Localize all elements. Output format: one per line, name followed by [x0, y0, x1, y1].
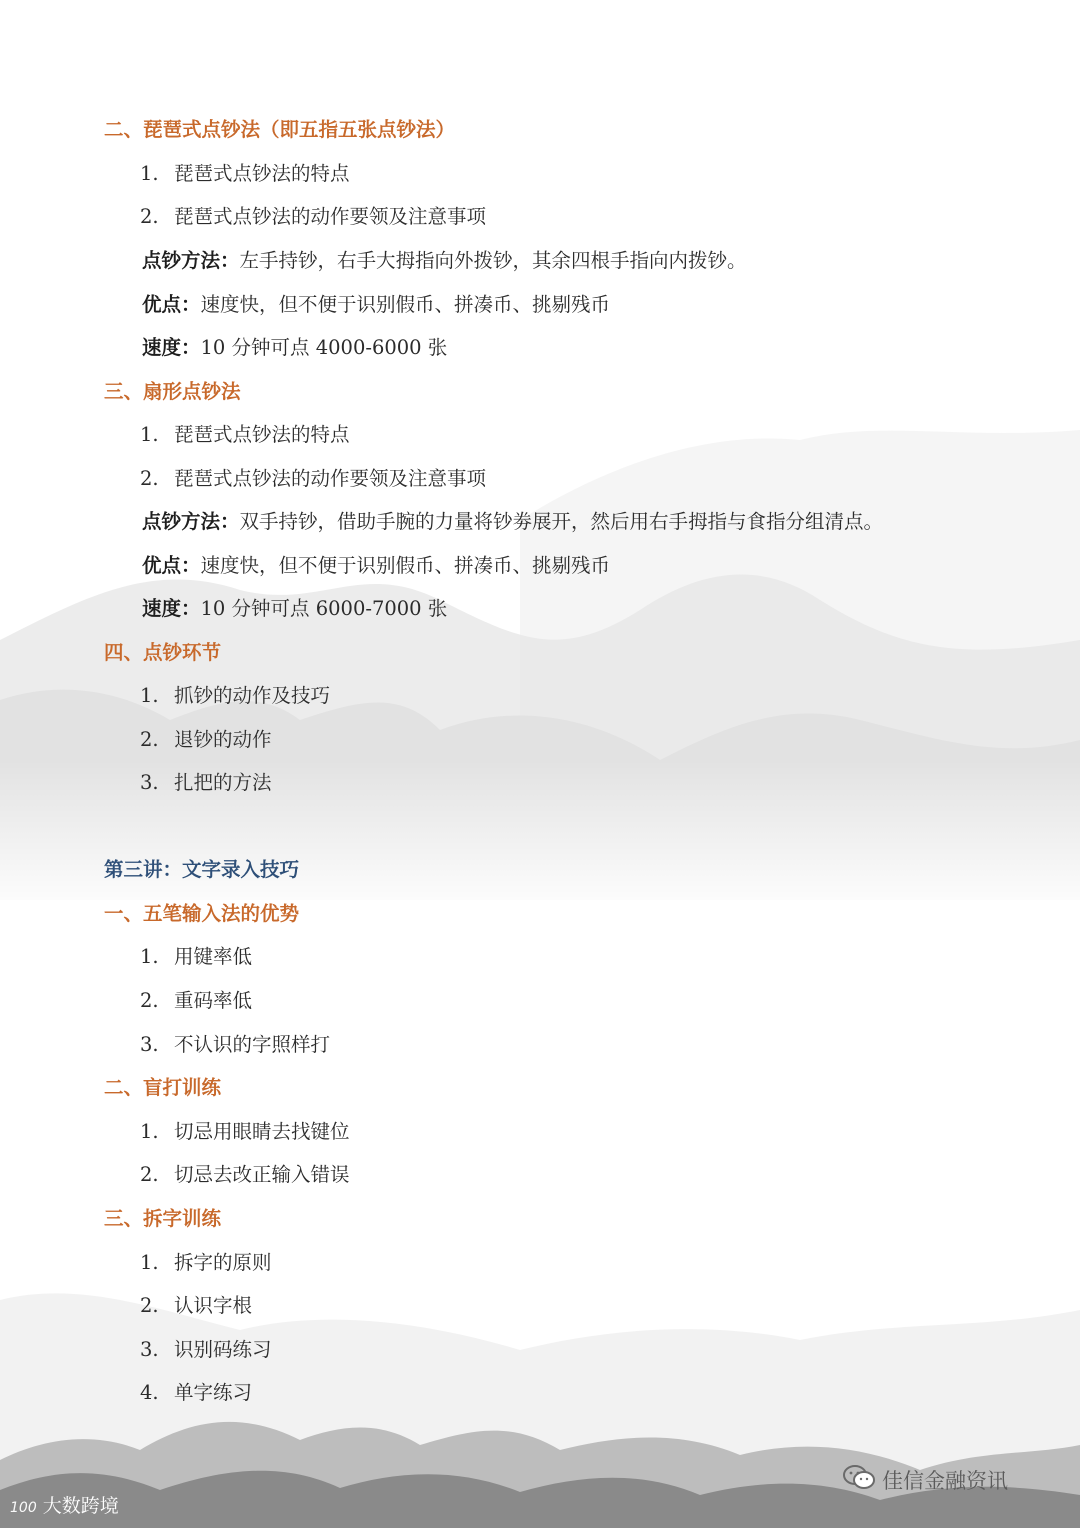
- dashu-logo-icon: 100: [10, 1500, 37, 1516]
- list-item-text: 切忌用眼睛去找键位: [174, 1120, 350, 1143]
- paragraph-text: 双手持钞，借助手腕的力量将钞劵展开，然后用右手拇指与食指分组清点。: [239, 510, 884, 533]
- list-item: [140, 1378, 252, 1408]
- list-item: [140, 1160, 350, 1190]
- list-item-number: 1.: [140, 684, 159, 707]
- paragraph-label: 优点：: [142, 554, 201, 577]
- paragraph-text: 10 分钟可点 6000-7000 张: [200, 597, 448, 620]
- list-item: [140, 1291, 252, 1321]
- paragraph-label: 速度：: [142, 336, 201, 359]
- section-heading: 三、拆字训练: [104, 1207, 222, 1230]
- paragraph: [142, 507, 883, 537]
- list-item-number: 1.: [140, 1120, 159, 1143]
- paragraph-label: 速度：: [142, 597, 201, 620]
- list-item: [140, 1335, 272, 1365]
- watermark-dashu: [10, 1491, 119, 1521]
- list-item-number: 1.: [140, 423, 159, 446]
- list-item: [140, 768, 272, 798]
- list-item-number: 1.: [140, 162, 159, 185]
- wechat-icon: [842, 1464, 876, 1500]
- list-item: [140, 420, 350, 450]
- list-item: [140, 464, 486, 494]
- section-heading: 四、点钞环节: [104, 641, 222, 664]
- list-item-text: 拆字的原则: [174, 1251, 272, 1274]
- list-item: [140, 986, 252, 1016]
- list-item-number: 2.: [140, 1163, 159, 1186]
- list-item-text: 退钞的动作: [174, 728, 272, 751]
- list-item-number: 2.: [140, 1294, 159, 1317]
- watermark-dashu-text: 大数跨境: [42, 1495, 119, 1517]
- list-item-text: 重码率低: [174, 989, 253, 1012]
- list-item-number: 1.: [140, 1251, 159, 1274]
- watermark-jiaxin-text: 佳信金融资讯: [882, 1469, 1008, 1493]
- paragraph-label: 优点：: [142, 293, 201, 316]
- list-item-number: 2.: [140, 205, 159, 228]
- list-item-number: 1.: [140, 945, 159, 968]
- list-item-number: 2.: [140, 728, 159, 751]
- paragraph: [142, 594, 447, 624]
- paragraph: [142, 246, 747, 276]
- list-item-text: 用键率低: [174, 945, 253, 968]
- paragraph-label: 点钞方法：: [142, 249, 240, 272]
- paragraph-text: 10 分钟可点 4000-6000 张: [200, 336, 448, 359]
- lecture-title: 第三讲：文字录入技巧: [104, 858, 300, 881]
- list-item-text: 抓钞的动作及技巧: [174, 684, 331, 707]
- section-heading: 二、盲打训练: [104, 1076, 222, 1099]
- paragraph: [142, 290, 610, 320]
- list-item-text: 识别码练习: [174, 1338, 272, 1361]
- watermark-jiaxin: [842, 1464, 1008, 1498]
- list-item-text: 扎把的方法: [174, 771, 272, 794]
- section-heading: 二、琵琶式点钞法（即五指五张点钞法）: [104, 118, 456, 141]
- list-item: [140, 202, 486, 232]
- list-item: [140, 681, 330, 711]
- list-item: [140, 1248, 272, 1278]
- list-item-text: 琵琶式点钞法的特点: [174, 423, 350, 446]
- list-item-number: 4.: [140, 1381, 159, 1404]
- paragraph: [142, 551, 610, 581]
- paragraph-text: 左手持钞，右手大拇指向外拨钞，其余四根手指向内拨钞。: [239, 249, 747, 272]
- list-item: [140, 942, 252, 972]
- list-item-text: 琵琶式点钞法的动作要领及注意事项: [174, 467, 487, 490]
- list-item-number: 2.: [140, 467, 159, 490]
- list-item-number: 3.: [140, 1338, 159, 1361]
- list-item-number: 3.: [140, 1033, 159, 1056]
- section-heading: 三、扇形点钞法: [104, 380, 241, 403]
- list-item: [140, 159, 350, 189]
- list-item: [140, 1117, 350, 1147]
- list-item-text: 单字练习: [174, 1381, 253, 1404]
- list-item-text: 切忌去改正输入错误: [174, 1163, 350, 1186]
- paragraph: [142, 333, 447, 363]
- paragraph-label: 点钞方法：: [142, 510, 240, 533]
- list-item-number: 3.: [140, 771, 159, 794]
- list-item: [140, 1030, 330, 1060]
- section-heading: 一、五笔输入法的优势: [104, 902, 300, 925]
- list-item: [140, 725, 272, 755]
- list-item-text: 琵琶式点钞法的特点: [174, 162, 350, 185]
- list-item-text: 琵琶式点钞法的动作要领及注意事项: [174, 205, 487, 228]
- list-item-text: 认识字根: [174, 1294, 253, 1317]
- paragraph-text: 速度快，但不便于识别假币、拼凑币、挑剔残币: [200, 293, 611, 316]
- paragraph-text: 速度快，但不便于识别假币、拼凑币、挑剔残币: [200, 554, 611, 577]
- list-item-text: 不认识的字照样打: [174, 1033, 331, 1056]
- list-item-number: 2.: [140, 989, 159, 1012]
